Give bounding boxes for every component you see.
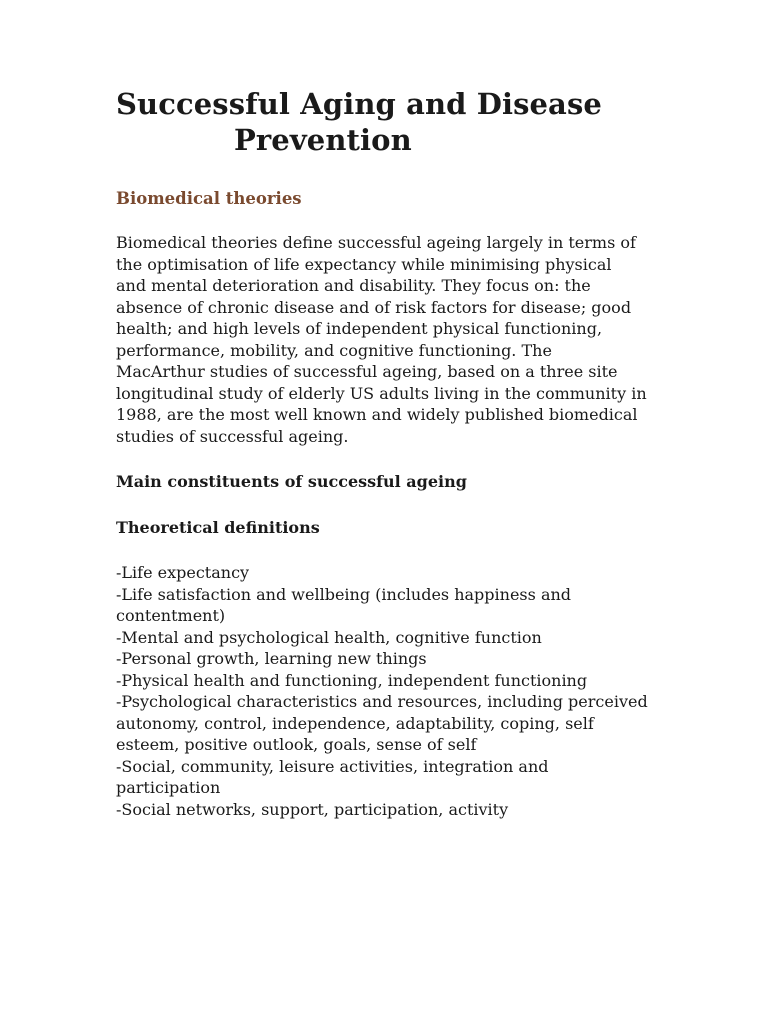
- list-item: [116, 562, 656, 584]
- document-title: [116, 86, 656, 158]
- list-item-line: -Mental and psychological health, cognitive function: [116, 627, 542, 647]
- paragraph-line: MacArthur studies of successful ageing, based on a three site: [116, 362, 618, 381]
- list-item: [116, 584, 656, 627]
- body-paragraph: [116, 232, 656, 447]
- title-line-2: Prevention: [234, 123, 412, 157]
- list-item: [116, 627, 656, 649]
- paragraph-line: and mental deterioration and disability. They focus on: the: [116, 276, 591, 295]
- subheading-theoretical-definitions: Theoretical definitions: [116, 517, 320, 537]
- list-item-line: autonomy, control, independence, adaptability, coping, self: [116, 713, 594, 733]
- paragraph-line: performance, mobility, and cognitive functioning. The: [116, 340, 552, 360]
- list-item: [116, 691, 656, 756]
- list-item-line: -Psychological characteristics and resources, including perceived: [116, 692, 648, 711]
- subheading-main-constituents: Main constituents of successful ageing: [116, 472, 467, 491]
- list-item-line: -Life expectancy: [116, 563, 250, 582]
- list-item-line: -Social networks, support, participation, activity: [116, 799, 509, 819]
- paragraph-line: the optimisation of life expectancy while minimising physical: [116, 254, 612, 274]
- section-heading-biomedical-theories: Biomedical theories: [116, 189, 302, 208]
- paragraph-line: 1988, are the most well known and widely published biomedical: [116, 405, 638, 424]
- list-item: [116, 799, 656, 821]
- list-item-line: contentment): [116, 606, 226, 625]
- list-item-line: -Social, community, leisure activities, integration and: [116, 756, 549, 776]
- title-line-1: Successful Aging and Disease: [116, 87, 602, 121]
- list-item: [116, 756, 656, 799]
- list-item-line: participation: [116, 778, 221, 797]
- list-item: [116, 648, 656, 670]
- paragraph-line: Biomedical theories define successful ageing largely in terms of: [116, 233, 636, 252]
- paragraph-line: health; and high levels of independent physical functioning,: [116, 319, 603, 338]
- paragraph-line: absence of chronic disease and of risk factors for disease; good: [116, 297, 632, 317]
- list-item: [116, 670, 656, 692]
- list-item-line: esteem, positive outlook, goals, sense of self: [116, 735, 477, 754]
- list-item-line: -Life satisfaction and wellbeing (includes happiness and: [116, 584, 572, 604]
- list-item-line: -Physical health and functioning, independent functioning: [116, 670, 588, 690]
- definitions-list: [116, 562, 656, 820]
- paragraph-line: longitudinal study of elderly US adults living in the community in: [116, 383, 647, 403]
- list-item-line: -Personal growth, learning new things: [116, 649, 427, 668]
- paragraph-line: studies of successful ageing.: [116, 426, 349, 446]
